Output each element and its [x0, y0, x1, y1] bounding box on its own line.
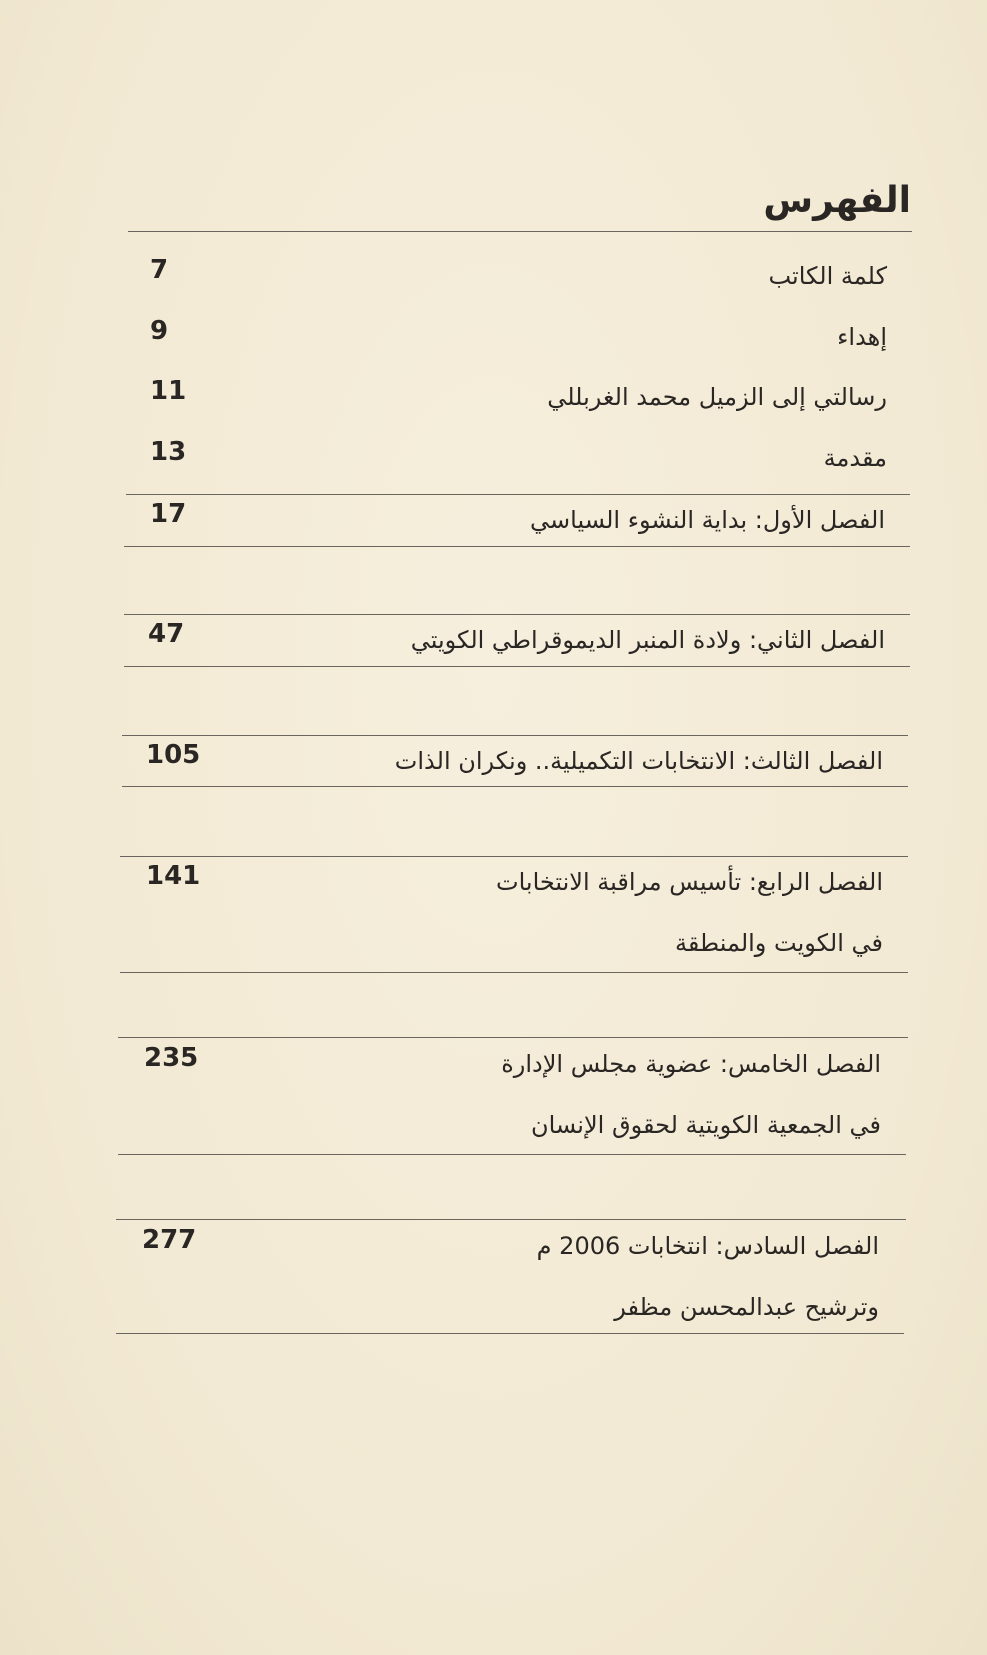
toc-entry-page: 141: [146, 861, 201, 891]
toc-entry-text: الفصل الرابع: تأسيس مراقبة الانتخابات: [495, 868, 883, 896]
toc-entry-page: 105: [146, 740, 201, 770]
chapter-rule-top: [126, 494, 910, 495]
toc-entry-page: 277: [142, 1225, 197, 1255]
toc-entry-page: 13: [150, 437, 187, 467]
chapter-rule-bottom: [120, 972, 908, 973]
toc-entry-text: الفصل الثالث: الانتخابات التكميلية.. ونكران الذات: [394, 747, 883, 775]
chapter-rule-bottom: [116, 1333, 904, 1334]
toc-entry-page: 11: [150, 376, 187, 406]
toc-entry-text-continued: وترشيح عبدالمحسن مظفر: [614, 1293, 879, 1321]
toc-entry-text: الفصل الخامس: عضوية مجلس الإدارة: [501, 1050, 881, 1078]
toc-entry-text-continued: في الكويت والمنطقة: [675, 929, 883, 957]
chapter-rule-bottom: [124, 666, 910, 667]
toc-entry-text: إهداء: [837, 323, 887, 351]
chapter-rule-top: [118, 1037, 908, 1038]
toc-entry-page: 9: [150, 316, 169, 346]
toc-entry-text: كلمة الكاتب: [768, 262, 887, 290]
toc-entry-page: 7: [150, 255, 169, 285]
toc-entry-text-continued: في الجمعية الكويتية لحقوق الإنسان: [530, 1111, 881, 1139]
toc-entry-text: رسالتي إلى الزميل محمد الغربللي: [547, 383, 887, 411]
chapter-rule-bottom: [124, 546, 910, 547]
toc-entry-text: الفصل الثاني: ولادة المنبر الديموقراطي الكويتي: [410, 626, 885, 654]
chapter-rule-top: [120, 856, 908, 857]
title-rule: [128, 231, 912, 232]
toc-title: الفهرس: [763, 180, 911, 221]
toc-entry-text: الفصل الأول: بداية النشوء السياسي: [530, 506, 885, 534]
toc-entry-text: الفصل السادس: انتخابات 2006 م: [536, 1232, 879, 1260]
toc-entry-page: 17: [150, 499, 187, 529]
chapter-rule-bottom: [122, 786, 908, 787]
toc-entry-page: 47: [148, 619, 185, 649]
chapter-rule-top: [122, 735, 908, 736]
chapter-rule-top: [124, 614, 910, 615]
toc-entry-text: مقدمة: [823, 444, 887, 472]
chapter-rule-top: [116, 1219, 906, 1220]
toc-entry-page: 235: [144, 1043, 199, 1073]
chapter-rule-bottom: [118, 1154, 906, 1155]
